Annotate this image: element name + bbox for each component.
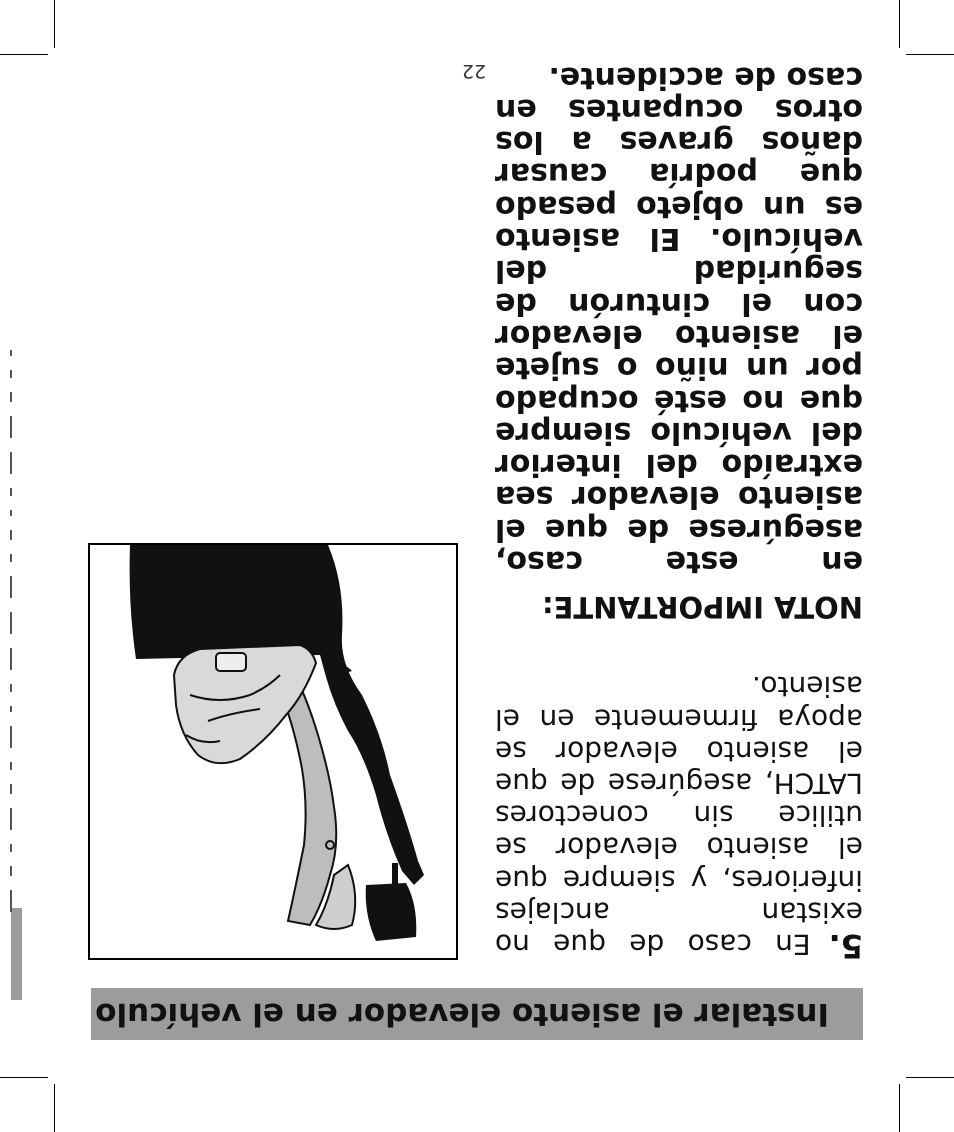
page-number: 22 [461,60,487,82]
crop-mark [0,1077,48,1078]
note-text: en este caso, asegúrese de que el asiento elevador sea extraído del interior del vehículo siempre que no esté ocupado por un niño o sujete el asiento elevador con el cinturón de seguridad del vehículo. El asiento es un objeto pesado que podría causar daños graves a los otros ocupantes en caso de accidente. [495,59,863,579]
crop-mark [906,54,954,55]
side-registration-marks [8,92,12,912]
crop-mark [54,0,55,48]
booster-seat-figure [88,543,458,960]
crop-mark [906,1077,954,1078]
section-title: Instalar el asiento elevador en el vehículo [95,996,829,1032]
note-title: NOTA IMPORTANTE: [541,590,863,624]
step-number: 5. [828,927,863,965]
section-banner [91,988,863,1040]
crop-mark [54,1084,55,1132]
booster-seat-illustration-icon [90,545,456,958]
crop-mark [899,0,900,48]
side-tab [11,908,22,1000]
step-5 [495,670,863,965]
step-text: En caso de que no existan anclajes inferiores, y siempre que el asiento elevador se utilice sin conectores LATCH, asegúrese de que el asiento elevador se apoya firmemente en el asiento. [495,670,863,961]
crop-mark [899,1084,900,1132]
crop-mark [0,54,48,55]
instruction-column [495,670,863,965]
